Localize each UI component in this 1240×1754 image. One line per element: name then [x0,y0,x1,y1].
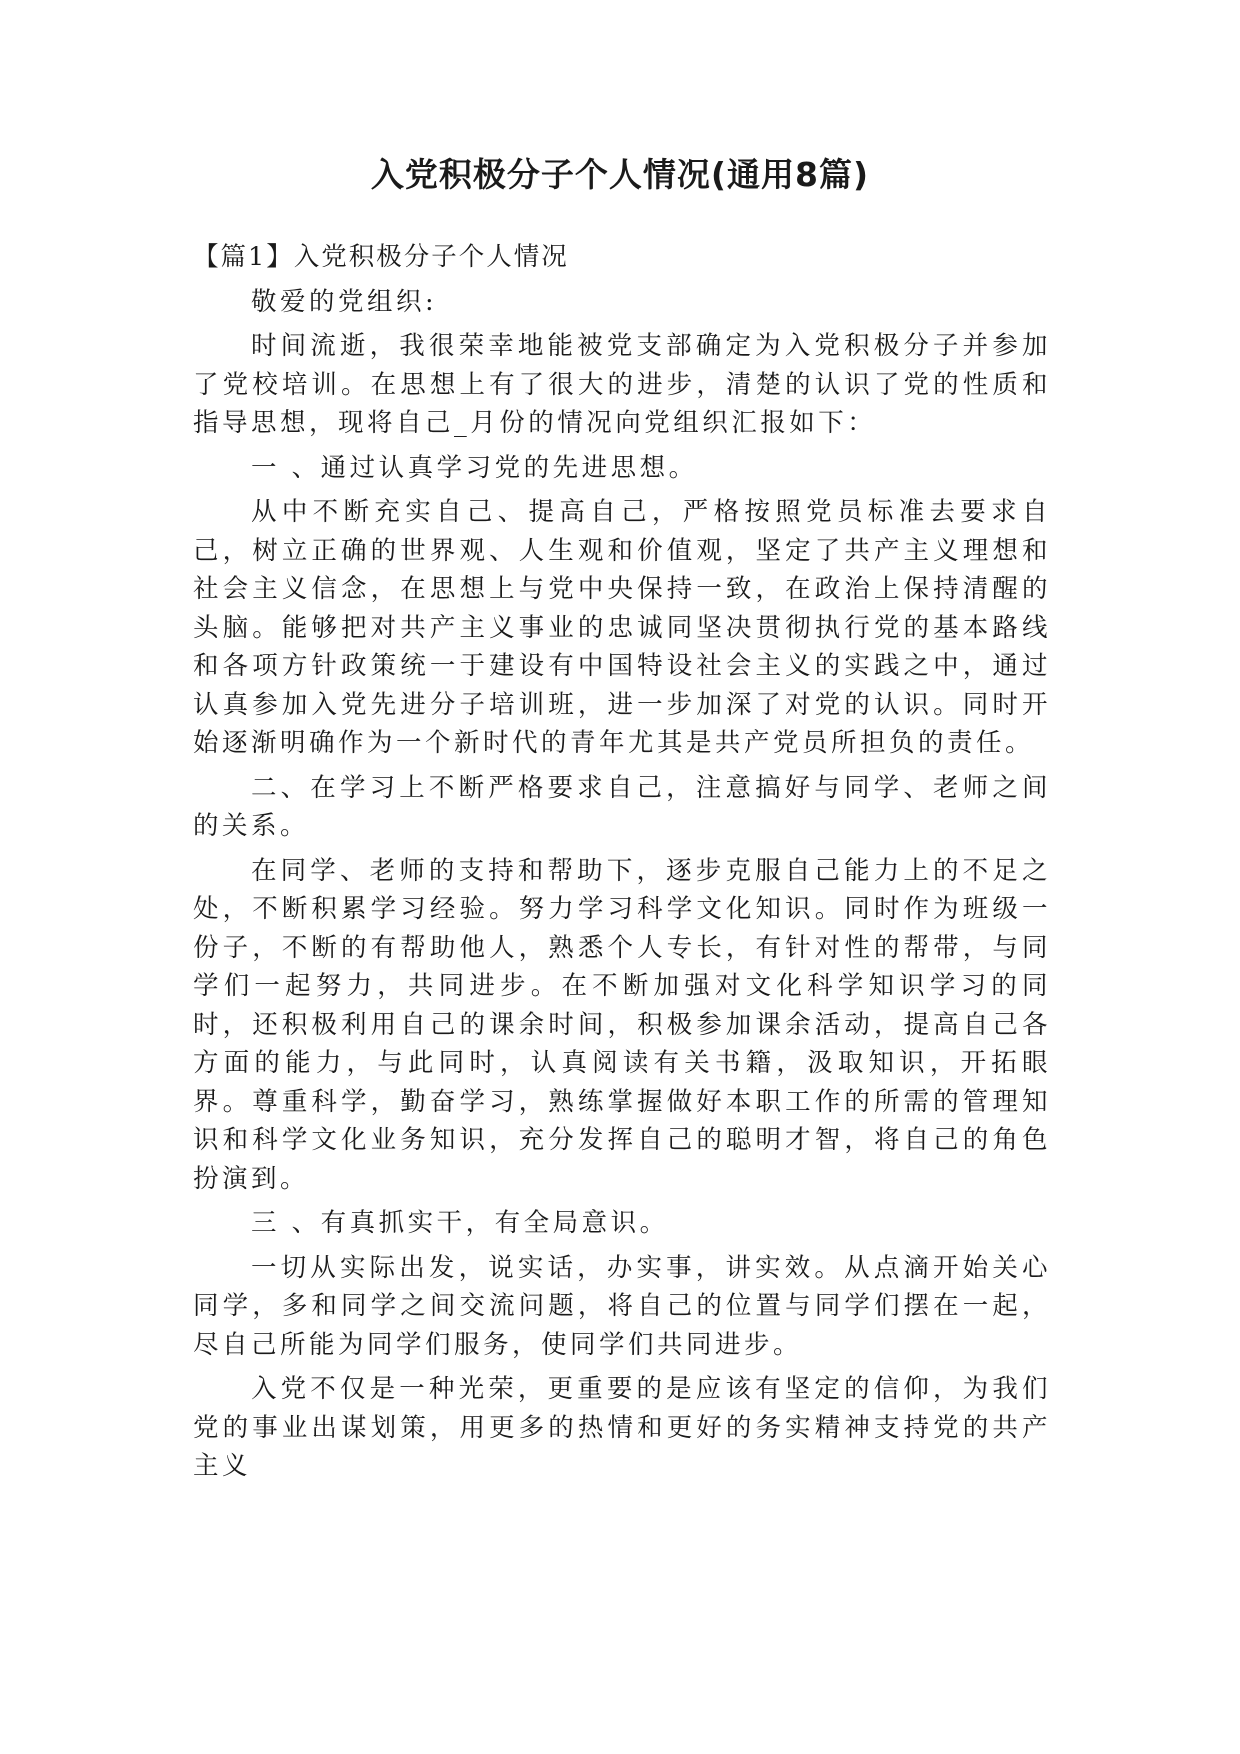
section-heading: 【篇1】入党积极分子个人情况 [193,242,569,272]
subheading: 三 、有真抓实干，有全局意识。 [251,1208,669,1238]
subheading: 二、在学习上不断严格要求自己，注意搞好与同学、老师之间的关系。 [193,772,1051,841]
paragraph: 入党不仅是一种光荣，更重要的是应该有坚定的信仰，为我们党的事业出谋划策，用更多的热情和更好的务实精神支持党的共产主义 [193,1374,1051,1481]
salutation: 敬爱的党组织: [251,286,438,317]
paragraph: 一切从实际出发，说实话，办实事，讲实效。从点滴开始关心同学，多和同学之间交流问题，将自己的位置与同学们摆在一起，尽自己所能为同学们服务，使同学们共同进步。 [193,1252,1051,1360]
paragraph: 在同学、老师的支持和帮助下，逐步克服自己能力上的不足之处，不断积累学习经验。努力学习科学文化知识。同时作为班级一份子，不断的有帮助他人，熟悉个人专长，有针对性的帮带，与同学们一起努力，共同进步。在不断加强对文化科学知识学习的同时，还积极利用自己的课余时间，积极参加课余活动，提高自己各方面的能力，与此同时，认真阅读有关书籍，汲取知识，开拓眼界。尊重科学，勤奋学习，熟练掌握做好本职工作的所需的管理知识和科学文化业务知识，充分发挥自己的聪明才智，将自己的角色扮演到。 [193,855,1051,1194]
paragraph: 从中不断充实自己、提高自己，严格按照党员标准去要求自己，树立正确的世界观、人生观和价值观，坚定了共产主义理想和社会主义信念，在思想上与党中央保持一致，在政治上保持清醒的头脑。能够把对共产主义事业的忠诚同坚决贯彻执行党的基本路线和各项方针政策统一于建设有中国特设社会主义的实践之中，通过认真参加入党先进分子培训班，进一步加深了对党的认识。同时开始逐渐明确作为一个新时代的青年尤其是共产党员所担负的责任。 [193,497,1051,758]
subheading: 一 、通过认真学习党的先进思想。 [251,452,698,483]
document-title: 入党积极分子个人情况(通用8篇) [370,155,870,194]
document-body [193,238,1051,1486]
paragraph: 时间流逝，我很荣幸地能被党支部确定为入党积极分子并参加了党校培训。在思想上有了很大的进步，清楚的认识了党的性质和指导思想，现将自己_月份的情况向党组织汇报如下： [193,331,1051,438]
